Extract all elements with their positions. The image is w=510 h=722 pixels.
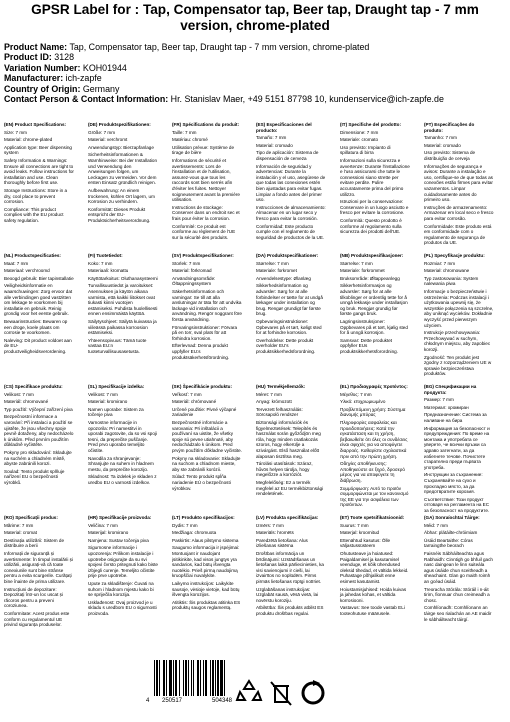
spec-line: Μέγεθος: 7 mm xyxy=(340,391,372,397)
spec-line: Material: kromirano xyxy=(88,399,128,405)
spec-line: Matériau: chromé xyxy=(172,137,208,143)
spec-line: Suurus: 7 mm xyxy=(340,522,369,528)
spec-line: Förvaringsinstruktioner: Förvara på en torr, sval plats för att förhindra korrosion. xyxy=(172,324,238,341)
spec-cell xyxy=(340,253,410,378)
spec-line: Instruções de armazenamento: Armazenar em local seco e fresco para evitar corrosão. xyxy=(424,204,494,221)
spec-line: Opbevaringsinstruktioner: Opbevares på et tørt, køligt sted for at forhindre korrosion. xyxy=(256,318,322,336)
spec-line: Navodila za shranjevanje: Shranjujte na suhem in hladnem mestu, da preprečite korozijo. xyxy=(88,455,154,472)
spec-line: Материал: хромиран xyxy=(424,404,469,410)
spec-heading: (HU) Termékjellemzők: xyxy=(256,384,306,389)
spec-line: Informações de segurança e avisos: Durante a instalação e uso, certifique-se de que todas as conexões estão firmes para evitar vazamentos. Limpar cuidadosamente antes do primeiro uso. xyxy=(424,163,493,203)
spec-heading: (LT) Produkto specifikacijos: xyxy=(172,515,235,520)
spec-line: Conformité: Ce produit est conforme au règlement de l'UE sur la sécurité des produits. xyxy=(172,223,236,240)
spec-line: Πληροφορίες ασφαλείας και προειδοποιήσεις: Κατά την εγκατάσταση και τη χρήση, βεβαιωθείτε ότι όλες οι συνδέσεις είναι σφιχτές για να αποφύγετε διαρροές. Καθαρίστε σχολαστικά πριν από την πρώτη χρήση. xyxy=(340,419,408,459)
spec-line: Предназначение: Система за наливане на бира xyxy=(424,412,487,423)
spec-line: Istruzioni per la conservazione: Conservare in un luogo asciutto e fresco per evitare la corrosione. xyxy=(340,199,409,216)
spec-line: Izmērs: 7 mm xyxy=(256,522,284,528)
spec-line: Sigurnosne informacije i upozorenja: Prilikom instalacije i upotrebe osigurajte da su svi spojevi čvrsto pritegnuti kako biste izbjegli curenje. Temeljito očistite prije prve upotrebe. xyxy=(88,545,158,579)
spec-line: Instrukcje przechowywania: Przechowywać w suchym, chłodnym miejscu, aby zapobiec korozji. xyxy=(424,330,491,352)
spec-line: Material: cromado xyxy=(256,142,293,148)
barcode-bar xyxy=(156,660,158,696)
info-product-id: Product ID: 3128 xyxy=(4,52,75,63)
barcode-bar xyxy=(205,660,207,696)
spec-line: Размер: 7 mm xyxy=(424,397,454,403)
spec-line: Treoracha Stórála: Stóráil i n-áit tirim, fionnuar chun creimeadh a chosc. xyxy=(424,586,490,603)
spec-heading: (LV) Produkta specifikācijas: xyxy=(256,515,319,520)
spec-line: Информация за безопасност и предупреждения: По време на монтажа и употребата се уверете, че всички връзки са здраво затегнати, за да избегнете течове. Почистете старателно преди първата употреба. xyxy=(424,425,490,470)
spec-line: Uso previsto: Sistema de distribuição de cerveja xyxy=(424,150,476,161)
spec-heading: (FI) Tuotetiedot: xyxy=(88,253,123,258)
spec-heading: (FR) Spécifications du produit: xyxy=(172,122,240,127)
spec-heading: (SK) Špecifikácie produktu: xyxy=(172,384,232,389)
barcode-bar xyxy=(210,660,211,696)
spec-line: Comhlíonadh: Comhlíonann an táirge seo rialachán an AE maidir le sábháilteacht táirgí. xyxy=(424,605,492,622)
spec-line: Συμμόρφωση: Αυτό το προϊόν συμμορφώνεται με τον κανονισμό της ΕΕ για την ασφάλεια των προϊόντων. xyxy=(340,485,409,508)
spec-line: Safety Information & Warnings: Ensure all connections are tight to avoid leaks. Follow instructions for installation and use. Clean thoroughly before first use. xyxy=(4,157,74,186)
info-product-name: Product Name: Tap, Compensator tap, Beer tap, Draught tap - 7 mm version, chrome-plated xyxy=(4,42,370,52)
spec-heading: (GA) Sonraíochtaí Táirge: xyxy=(424,515,480,520)
spec-line: Súlad: Tento produkt spĺňa nariadenie EÚ o bezpečnosti výrobkov. xyxy=(172,474,231,491)
spec-line: Sikkerhedsinformation og advarsler: Sørg for at alle forbindelser er tætte for at undgå lækager under installation og brug. Rengør grundigt før første brug. xyxy=(256,283,323,317)
spec-line: Informations de sécurité et avertissements: Lors de l'installation et de l'utilisation, assurez-vous que tous les raccords sont bien serrés afin d'éviter les fuites. Nettoyer soigneusement avant la première utilisation. xyxy=(172,157,240,203)
spec-heading: (DE) Produktspezifikationen: xyxy=(88,122,151,127)
spec-line: Anvendelsestype: Ølanlæg xyxy=(256,275,311,281)
spec-heading: (EL) Προδιαγραφές προϊόντος: xyxy=(340,384,408,389)
spec-heading: (BG) Спецификации на продукта: xyxy=(424,384,477,395)
spec-cell xyxy=(256,515,326,640)
spec-line: Paskirtis: Alaus pilstymo sistema xyxy=(172,537,239,543)
spec-line: Größe: 7 mm xyxy=(88,129,116,135)
spec-line: Maat: 7 mm xyxy=(4,260,29,266)
spec-cell xyxy=(424,253,494,378)
spec-line: Typ použití: Výčepní zařízení piva xyxy=(4,406,73,412)
spec-cell xyxy=(340,515,410,640)
label-title: GPSR Label for : Tap, Compensator tap, Beer tap, Draught tap - 7 mm version, chrome-plated xyxy=(31,2,479,33)
spec-heading: (CS) Specifikace produktu: xyxy=(4,384,63,389)
barcode-bar xyxy=(193,660,194,696)
spec-line: Turvallisuustiedot ja varoitukset: Asennuksen ja käytön aikana varmista, että kaikki liitokset ovat tiukasti kiinni vuotojen estämiseksi. Puhdista huolellisesti ennen ensimmäistä käyttöä. xyxy=(88,283,158,317)
spec-line: Προβλεπόμενη χρήση: Σύστημα διανομής μπύρας xyxy=(340,406,406,418)
info-contact: Contact Person & Contact Information: Hr. Stanislav Maer, +49 5151 87798 10, kundenservice@ich-zapfe.de xyxy=(4,94,444,105)
barcode-bar xyxy=(220,660,223,696)
barcode-bar xyxy=(166,660,167,696)
spec-line: Materiaal: verchroomd xyxy=(4,268,50,274)
info-country: Country of Origin: Germany xyxy=(4,83,120,94)
spec-line: Tamaño: 7 mm xyxy=(256,135,287,141)
barcode-bar xyxy=(159,660,160,696)
spec-line: Conformidad: Este producto cumple con el reglamento de seguridad de productos de la UE. xyxy=(256,223,325,240)
spec-line: Tárolási utasítások: Száraz, hűvös helyen tárolja, hogy megelőzze a korróziót. xyxy=(256,461,313,478)
barcode-bar xyxy=(179,660,180,696)
spec-line: Material: cromat xyxy=(4,530,37,536)
spec-line: Instrucciones de almacenamiento: Almacenar en un lugar seco y fresco para evitar la corrosión. xyxy=(256,204,326,221)
spec-heading: (NL) Productspecificaties: xyxy=(4,253,61,258)
spec-line: Rozmiar: 7 mm xyxy=(424,260,456,266)
spec-heading: (RO) Specificații produs: xyxy=(4,515,58,520)
spec-cell xyxy=(424,122,494,247)
barcode-digit-mid: 250517 xyxy=(162,698,183,704)
barcode-bar xyxy=(169,660,172,696)
spec-line: Typ zastosowania: System nalewania piwa xyxy=(424,275,479,287)
spec-line: Conformidade: Este produto está em conformidade com o regulamento de segurança de produtos da UE. xyxy=(424,223,492,246)
spec-line: Laikymo instrukcijos: Laikykite sausoje, vėsioje vietoje, kad būtų išvengta korozijos. xyxy=(172,580,240,598)
spec-line: Tamanho: 7 mm xyxy=(424,135,457,141)
spec-line: Información de seguridad y advertencias: Durante la instalación y el uso, asegúrese de que todas las conexiones estén bien ajustadas para evitar fugas. Limpiar a fondo antes del primer uso. xyxy=(256,163,326,203)
spec-line: Størrelse: 7 mm xyxy=(340,260,373,266)
spec-line: Käyttötarkoitus: Oluthanasysteemi xyxy=(88,275,158,281)
spec-line: Veiligheidsinformatie en waarschuwingen: Zorg ervoor dat alle verbindingen goed vastzitten om lekkage te voorkomen bij installatie en gebruik. Reinig grondig voor het eerste gebruik. xyxy=(4,283,73,317)
spec-line: Zgodność: Ten produkt jest zgodny z rozporządzeniem UE w sprawie bezpieczeństwa produktów. xyxy=(424,354,492,377)
product-info xyxy=(4,42,510,104)
spec-cell xyxy=(424,384,494,513)
spec-line: Säilytysohjeet: Säilytä kuivassa ja viileässä paikassa korroosion estämiseksi. xyxy=(88,318,157,336)
barcode-bar xyxy=(173,660,174,696)
spec-cell xyxy=(88,384,158,509)
barcode-bar xyxy=(212,660,214,696)
spec-line: Mărime: 7 mm xyxy=(4,522,34,528)
spec-line: Dimensione: 7 mm xyxy=(340,129,379,135)
spec-cell xyxy=(256,122,326,247)
spec-heading: (SL) Specifikacije izdelka: xyxy=(88,384,145,389)
spec-heading: (DA) Produktspecifikationer: xyxy=(256,253,319,258)
spec-line: Overholdelse: Dette produkt overholder EU's produktsikkerhedsforordning. xyxy=(256,337,316,354)
spec-line: Beoogd gebruik: Bier tapinstallatie xyxy=(4,275,74,281)
spec-line: Materiál: chromované xyxy=(4,399,49,405)
spec-line: Naleving: Dit product voldoet aan de EU-productveiligheidsverordening. xyxy=(4,337,72,354)
spec-cell xyxy=(88,122,158,247)
spec-line: Lagringsinstruksjoner: Oppbevares på et tørt, kjølig sted for å unngå korrosjon. xyxy=(340,318,408,336)
spec-line: Säkerhetsinformation och varningar: Se till att alla anslutningar är täta för att undvika läckage vid installation och användning. Rengör noggrant före första användning. xyxy=(172,288,242,322)
barcode-bar xyxy=(203,660,204,696)
spec-line: Uso previsto: Impianto di spillatura di birra xyxy=(340,144,391,156)
spec-line: Koko: 7 mm xyxy=(88,260,113,266)
spec-line: Tervezett felhasználás: Sörcsapoló rendszer xyxy=(256,406,303,418)
spec-line: Efterlevnad: Denna produkt uppfyller EU:s produktsäkerhetsförordning. xyxy=(172,343,230,360)
barcode-digit-prefix: 4 xyxy=(146,698,150,704)
spec-line: Medžiaga: chromuota xyxy=(172,530,217,536)
spec-line: Инструкции за съхранение: Съхранявайте на сухо и прохладно място, за да предотвратите корозия. xyxy=(424,472,483,495)
spec-cell xyxy=(88,253,158,378)
spec-line: Atitiktis: Šis produktas atitinka ES produktų saugos reglamentą. xyxy=(172,599,241,611)
barcode-bar xyxy=(163,660,165,696)
spec-line: Anyag: krómozott xyxy=(256,399,292,405)
spec-line: Instructions de stockage: Conserver dans un endroit sec et frais pour éviter la corrosion. xyxy=(172,204,240,221)
spec-line: Materiale: forkromet xyxy=(256,268,297,274)
spec-line: Materiał: chromowane xyxy=(424,268,470,274)
spec-line: Conformità: Questo prodotto è conforme al regolamento sulla sicurezza dei prodotti dell'UE. xyxy=(340,217,402,235)
spec-line: Pokyny na skladovanie: Skladujte na suchom a chladnom mieste, aby ste zabránili korózii. xyxy=(172,455,241,472)
spec-line: Určené použitie: Pivné výčapné zariadenie xyxy=(172,406,237,418)
barcode-digit-right: 504348 xyxy=(212,698,233,704)
spec-line: Varnostne informacije in opozorila: Pri namestitvi in uporabi zagotovite, da so vsi spoji tesni, da preprečite puščanje. Pred prvo uporabo temeljito očistite. xyxy=(88,419,157,453)
spec-heading: (SV) Produktspecifikationer: xyxy=(172,253,234,258)
recycle-icon xyxy=(234,678,264,708)
spec-cell xyxy=(4,253,74,378)
spec-line: Atbilstība: Šis produkts atbilst ES produktu drošības regulai. xyxy=(256,605,324,616)
spec-line: Méret: 7 mm xyxy=(256,391,282,397)
spec-line: Anwendungstyp: Bierzapfanlage xyxy=(88,144,154,150)
spec-cell xyxy=(424,515,494,640)
spec-line: Taille: 7 mm xyxy=(172,129,197,135)
spec-line: Instrucțiuni de depozitare: Depozitați într-un loc uscat și răcoros pentru a preveni coroziunea. xyxy=(4,586,63,609)
barcode-bar xyxy=(224,660,225,696)
spec-line: Konformität: Dieses Produkt entspricht der EU-Produktsicherheitsverordnung. xyxy=(88,206,151,223)
spec-line: Materiaali: kromattu xyxy=(88,268,129,274)
spec-line: Velikost: 7 mm xyxy=(88,391,118,397)
barcode-bar xyxy=(188,660,189,696)
cycle-arrows-icon xyxy=(298,678,328,708)
spec-line: Compliance: This product complies with the EU product safety regulation. xyxy=(4,206,64,223)
spec-cell xyxy=(4,384,74,509)
spec-line: Veľkosť: 7 mm xyxy=(172,391,202,397)
spec-line: Ettenähtud kasutus: Õlle väljastussüsteem xyxy=(340,537,391,549)
spec-line: Storage Instructions: Store in a dry, cool place to prevent corrosion. xyxy=(4,187,68,205)
spec-line: Pokyny pro skladování: Skladujte na suchém a chladném místě, abyste zabránili korozi. xyxy=(4,449,72,467)
spec-line: Material: cromado xyxy=(424,142,461,148)
spec-line: Materiāls: hromēts xyxy=(256,530,294,536)
spec-line: Méid: 7 mm xyxy=(424,522,448,528)
spec-line: Namen uporabe: Sistem za točenje piva xyxy=(88,406,144,418)
spec-line: Upute za skladištenje: Čuvati na suhom i hladnom mjestu kako bi se spriječila korozija. xyxy=(88,580,154,598)
spec-line: Materiale: cromato xyxy=(340,137,379,143)
spec-cell xyxy=(4,515,74,640)
spec-line: Samsvar: Dette produktet oppfyller EUs produktsikkerhetsforordning. xyxy=(340,337,398,354)
spec-line: Material: chrome-plated xyxy=(4,137,53,143)
spec-line: Vastavus: See toode vastab ELi tooteohutuse määrusele. xyxy=(340,605,405,616)
spec-cell xyxy=(340,384,410,509)
info-variation: Variation Number: KOH01944 xyxy=(4,62,127,73)
spec-line: Soulad: Tento produkt splňuje nařízení EU o bezpečnosti výrobků. xyxy=(4,468,65,485)
spec-line: Conformitate: Acest produs este conform cu regulamentul UE privind siguranța produselor. xyxy=(4,610,70,628)
barcode-bar xyxy=(185,660,187,696)
no-trash-icon xyxy=(266,678,296,708)
spec-line: Materiál: chrómované xyxy=(172,399,217,405)
spec-line: Bruksområde: Øltappeanlegg xyxy=(340,275,400,281)
spec-heading: (ET) Toote spetsifikatsioonid: xyxy=(340,515,405,520)
spec-line: Dydis: 7 mm xyxy=(172,522,198,528)
spec-line: Sicherheitsinformationen & Warnhinweise: Bei der Installation und Verwendung den Anweisungen folgen, um Leckagen zu vermeiden. Vor dem ersten Einsatz gründlich reinigen. xyxy=(88,152,158,186)
spec-line: Úsáid Beartaithe: Córas tarraingthe beorach xyxy=(424,537,473,549)
spec-line: Informazioni sulla sicurezza e avvertenze: Durante l'installazione e l'uso assicurarsi che tutte le connessioni siano strette per evitare perdite. Pulire accuratamente prima del primo utilizzo. xyxy=(340,157,410,197)
spec-line: Οδηγίες αποθήκευσης: Αποθηκεύστε σε ξηρό, δροσερό μέρος για να αποφύγετε τη διάβρωση. xyxy=(340,461,405,483)
spec-line: Application type: Beer dispensing system xyxy=(4,144,72,156)
info-manufacturer: Manufacturer: ich-zapfe xyxy=(4,73,102,84)
spec-cell xyxy=(256,253,326,378)
spec-line: Bewaarinstructies: Bewaren op een droge, koele plaats om corrosie te voorkomen. xyxy=(4,318,68,336)
spec-line: Sikkerhetsinformasjon og advarsler: Sørg for at alle tilkoblinger er ordentlig tette for å unngå lekkasje under installasjon og bruk. Rengjør grundig før første gangs bruk. xyxy=(340,283,408,317)
spec-line: Υλικό: επιχρωμιωμένο xyxy=(340,399,386,405)
spec-heading: (EN) Product Specifications: xyxy=(4,122,67,127)
spec-line: Informații de siguranță și avertismente: În timpul instalării și utilizării, asigurați-vă că toate conexiunile sunt bine strânse pentru a evita scurgerile. Curățați bine înainte de prima utilizare. xyxy=(4,550,73,584)
spec-line: Saugumo informacija ir įspėjimai: Montuojant ir naudojant įsitikinkite, kad visos jungtys yra sandarios, kad būtų išvengta nuotėkio. Prieš pirmą naudojimą kruopščiai nuvalykite. xyxy=(172,545,240,579)
spec-line: Storlek: 7 mm xyxy=(172,260,201,266)
spec-line: Size: 7 mm xyxy=(4,129,27,135)
spec-line: Usklađenost: Ovaj proizvod je u skladu s uredbom EU o sigurnosti proizvoda. xyxy=(88,599,157,616)
spec-line: Съответствие: Този продукт отговаря на регламента на ЕС за безопасност на продуктите. xyxy=(424,496,490,513)
spec-line: Aufbewahrung: An einem trockenen, kühlen Ort lagern, um Korrosion zu verhindern. xyxy=(88,187,155,205)
spec-line: Utilisation prévue: Système de tirage de bière xyxy=(172,144,235,156)
spec-cell xyxy=(256,384,326,509)
spec-heading: (IT) Specifiche del prodotto: xyxy=(340,122,401,127)
spec-heading: (NB) Produktspesifikasjoner: xyxy=(340,253,404,258)
spec-line: Tipo de aplicación: Sistema de dispensación de cerveza xyxy=(256,150,319,161)
spec-line: Bezpečnostní informace a varování: Při instalaci a použití se ujistěte, že jsou všechny spoje pevně dotaženy, aby nedocházelo k únikům. Před prvním použitím důkladně vyčistěte. xyxy=(4,414,74,448)
spec-line: Materjal: kroomitud xyxy=(340,530,380,536)
spec-line: Användningsområde: Öltappningssystem xyxy=(172,275,216,287)
spec-line: Størrelse: 7 mm xyxy=(256,260,289,266)
spec-cell xyxy=(172,384,242,509)
barcode-bar xyxy=(215,660,216,696)
barcode-bar xyxy=(154,660,155,696)
spec-line: Informacje o bezpieczeństwie i ostrzeżenia: Podczas instalacji i użytkowania upewnij się, że wszystkie połączenia są szczelne, aby uniknąć wycieków. Dokładnie wyczyść przed pierwszym użyciem. xyxy=(424,288,494,328)
spec-heading: (HR) Specifikacije proizvoda: xyxy=(88,515,152,520)
spec-line: Material: förkromad xyxy=(172,268,212,274)
spec-heading: (PL) Specyfikacje produktu: xyxy=(424,253,485,258)
barcode-bar xyxy=(183,660,184,696)
barcode-bar xyxy=(191,660,192,696)
spec-line: Material: verchromt xyxy=(88,137,128,143)
spec-line: Yhteensopivuus: Tämä tuote vastaa EU:n tuoteturvallisuusasetusta. xyxy=(88,337,147,354)
spec-cell xyxy=(88,515,158,640)
spec-cell xyxy=(172,253,242,378)
spec-line: Materiale: forkrommet xyxy=(340,268,385,274)
spec-line: Drošības informācija un brīdinājumi: Uzstādīšanas un lietošanas laikā pārliecinieties, ka visi savienojumi ir cieši, lai izvairītos no noplūdēm. Pirms pirmās lietošanas rūpīgi notīriet. xyxy=(256,550,324,584)
spec-line: Bezpečnostné informácie a varovania: Pri inštalácii a používaní sa uistite, že všetky spoje sú pevne utiahnuté, aby nedochádzalo k únikom. Pred prvým použitím dôkladne vyčistite. xyxy=(172,419,242,453)
spec-line: Uzglabāšanas instrukcijas: Uzglabāt sausā, vēsā vietā, lai novērstu koroziju. xyxy=(256,586,319,603)
spec-heading: (ES) Especificaciones del producto: xyxy=(256,122,312,133)
spec-line: Megfelelőség: Ez a termék megfelel az EU termékbiztonsági rendeletének. xyxy=(256,479,324,497)
spec-line: Ábhar: plátáilte-chróimiam xyxy=(424,530,478,536)
spec-heading: (PT) Especificações do produto: xyxy=(424,122,475,133)
spec-line: Namjena: Sustav točenja piva xyxy=(88,537,149,543)
spec-cell xyxy=(340,122,410,247)
barcode-bar xyxy=(217,660,219,696)
spec-cell xyxy=(172,122,242,247)
spec-line: Skladnost: Ta izdelek je skladen z uredbo EU o varnosti izdelkov. xyxy=(88,474,157,485)
spec-line: Materijal: kromirano xyxy=(88,530,129,536)
spec-line: Veličina: 7 mm xyxy=(88,522,118,528)
spec-line: Paredzētā lietošana: Alus izliešanas sistēma xyxy=(256,537,308,549)
spec-line: Velikost: 7 mm xyxy=(4,391,34,397)
spec-cell xyxy=(4,122,74,247)
barcode-bar xyxy=(197,660,199,696)
spec-line: Destinația utilizării: Sistem de distribuire a berii xyxy=(4,537,64,549)
spec-cell xyxy=(172,515,242,640)
barcode-bar xyxy=(175,660,177,696)
barcode-bar xyxy=(200,660,201,696)
spec-line: Biztonsági információk és figyelmeztetések: Telepítés és használat során győződjön meg róla, hogy minden csatlakozás szoros, hogy elkerülje a szivárgást. Első használat előtt alaposan tisztítsa meg. xyxy=(256,419,321,459)
spec-line: Hoiustamisjuhised: Hoida kuivas ja jahedas kohas, et vältida korrosiooni. xyxy=(340,586,407,603)
spec-line: Faisnéis Sábháilteachta agus Rabhaidh: Cinntigh go bhfuil gach nasc daingean le linn suiteála agus úsáide chun sceitheadh a sheachaint. Glan go maith roimh an gcéad úsáid. xyxy=(424,550,493,584)
spec-line: Ohutusteave ja hoiatused: Paigaldamisel ja kasutamisel veenduge, et kõik ühendused oleksid tihedad, et vältida lekkeid. Puhastage põhjalikult enne esimest kasutamist. xyxy=(340,550,409,584)
